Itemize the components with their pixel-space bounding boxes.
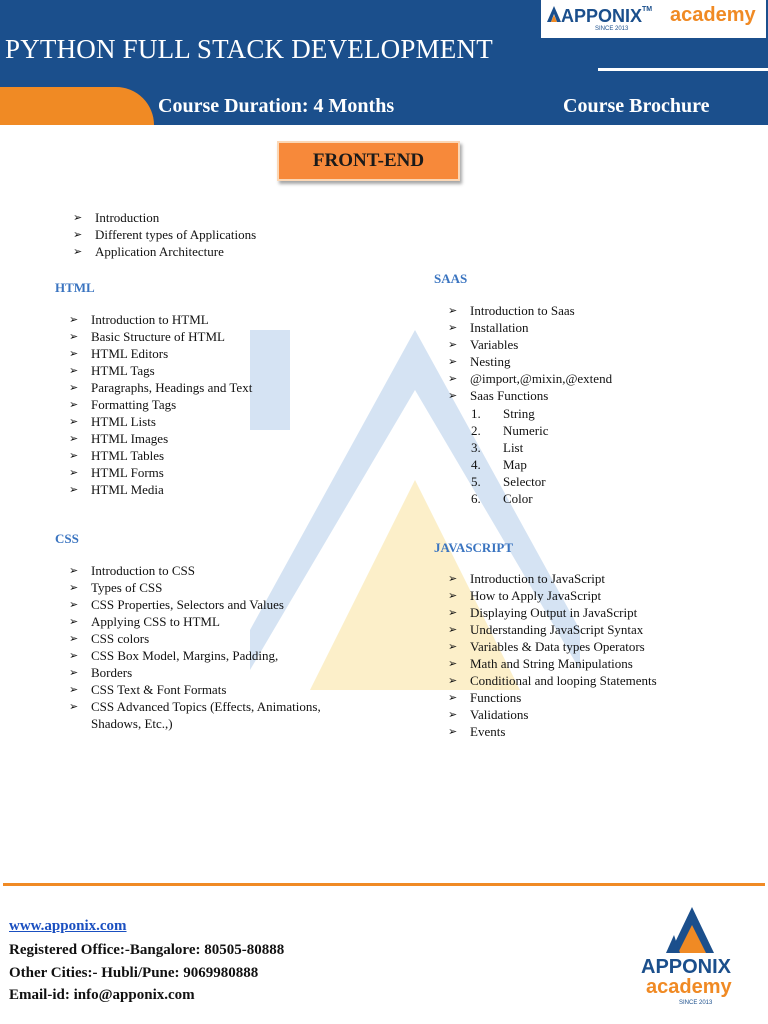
arrow-bullet-icon: ➢ [448, 589, 458, 602]
arrow-bullet-icon: ➢ [69, 432, 79, 445]
header-logo [541, 0, 766, 38]
arrow-bullet-icon: ➢ [69, 649, 79, 662]
arrow-bullet-icon: ➢ [448, 623, 458, 636]
front-end-badge: FRONT-END [277, 141, 460, 181]
logo-trademark: TM [642, 6, 653, 13]
arrow-bullet-icon: ➢ [69, 398, 79, 411]
email-contact: Email-id: info@apponix.com [9, 987, 195, 1003]
arrow-bullet-icon: ➢ [69, 483, 79, 496]
arrow-bullet-icon: ➢ [73, 211, 83, 224]
arrow-bullet-icon: ➢ [69, 466, 79, 479]
arrow-bullet-icon: ➢ [69, 632, 79, 645]
logo-academy-text: academy [670, 4, 756, 26]
logo-mountain-icon [547, 6, 561, 22]
arrow-bullet-icon: ➢ [448, 640, 458, 653]
arrow-bullet-icon: ➢ [69, 330, 79, 343]
saas-section-title: SAAS [434, 271, 468, 286]
arrow-bullet-icon: ➢ [448, 691, 458, 704]
arrow-bullet-icon: ➢ [448, 389, 458, 402]
html-section-title: HTML [55, 280, 95, 295]
javascript-section-title: JAVASCRIPT [434, 540, 513, 555]
arrow-bullet-icon: ➢ [69, 564, 79, 577]
arrow-bullet-icon: ➢ [448, 674, 458, 687]
arrow-bullet-icon: ➢ [69, 313, 79, 326]
arrow-bullet-icon: ➢ [448, 321, 458, 334]
arrow-bullet-icon: ➢ [448, 304, 458, 317]
arrow-bullet-icon: ➢ [69, 449, 79, 462]
other-cities: Other Cities:- Hubli/Pune: 9069980888 [9, 965, 259, 981]
arrow-bullet-icon: ➢ [69, 683, 79, 696]
arrow-bullet-icon: ➢ [448, 372, 458, 385]
logo-since-text: SINCE 2013 [595, 26, 629, 32]
footer-logo-since: SINCE 2013 [679, 1000, 713, 1006]
arrow-bullet-icon: ➢ [69, 615, 79, 628]
arrow-bullet-icon: ➢ [448, 708, 458, 721]
header-divider [598, 68, 768, 71]
arrow-bullet-icon: ➢ [69, 700, 79, 713]
arrow-bullet-icon: ➢ [69, 598, 79, 611]
arrow-bullet-icon: ➢ [73, 228, 83, 241]
arrow-bullet-icon: ➢ [69, 364, 79, 377]
css-section-title: CSS [55, 531, 79, 546]
arrow-bullet-icon: ➢ [69, 415, 79, 428]
brochure-label: Course Brochure [563, 95, 710, 117]
footer-divider [3, 883, 765, 886]
course-title: PYTHON FULL STACK DEVELOPMENT [5, 34, 493, 64]
website-link[interactable]: www.apponix.com [9, 918, 127, 934]
arrow-bullet-icon: ➢ [73, 245, 83, 258]
arrow-bullet-icon: ➢ [448, 572, 458, 585]
arrow-bullet-icon: ➢ [69, 581, 79, 594]
arrow-bullet-icon: ➢ [69, 347, 79, 360]
logo-brand-text: APPONIX™ [561, 6, 653, 26]
page-header [0, 0, 768, 125]
arrow-bullet-icon: ➢ [448, 725, 458, 738]
course-duration: Course Duration: 4 Months [158, 95, 395, 117]
arrow-bullet-icon: ➢ [69, 666, 79, 679]
arrow-bullet-icon: ➢ [448, 355, 458, 368]
registered-office: Registered Office:-Bangalore: 80505-80888 [9, 942, 285, 958]
arrow-bullet-icon: ➢ [448, 657, 458, 670]
arrow-bullet-icon: ➢ [448, 338, 458, 351]
arrow-bullet-icon: ➢ [448, 606, 458, 619]
footer-logo-academy: academy [646, 976, 732, 998]
arrow-bullet-icon: ➢ [69, 381, 79, 394]
footer-logo-brand: APPONIX [641, 956, 732, 978]
header-accent-shape [0, 87, 154, 125]
